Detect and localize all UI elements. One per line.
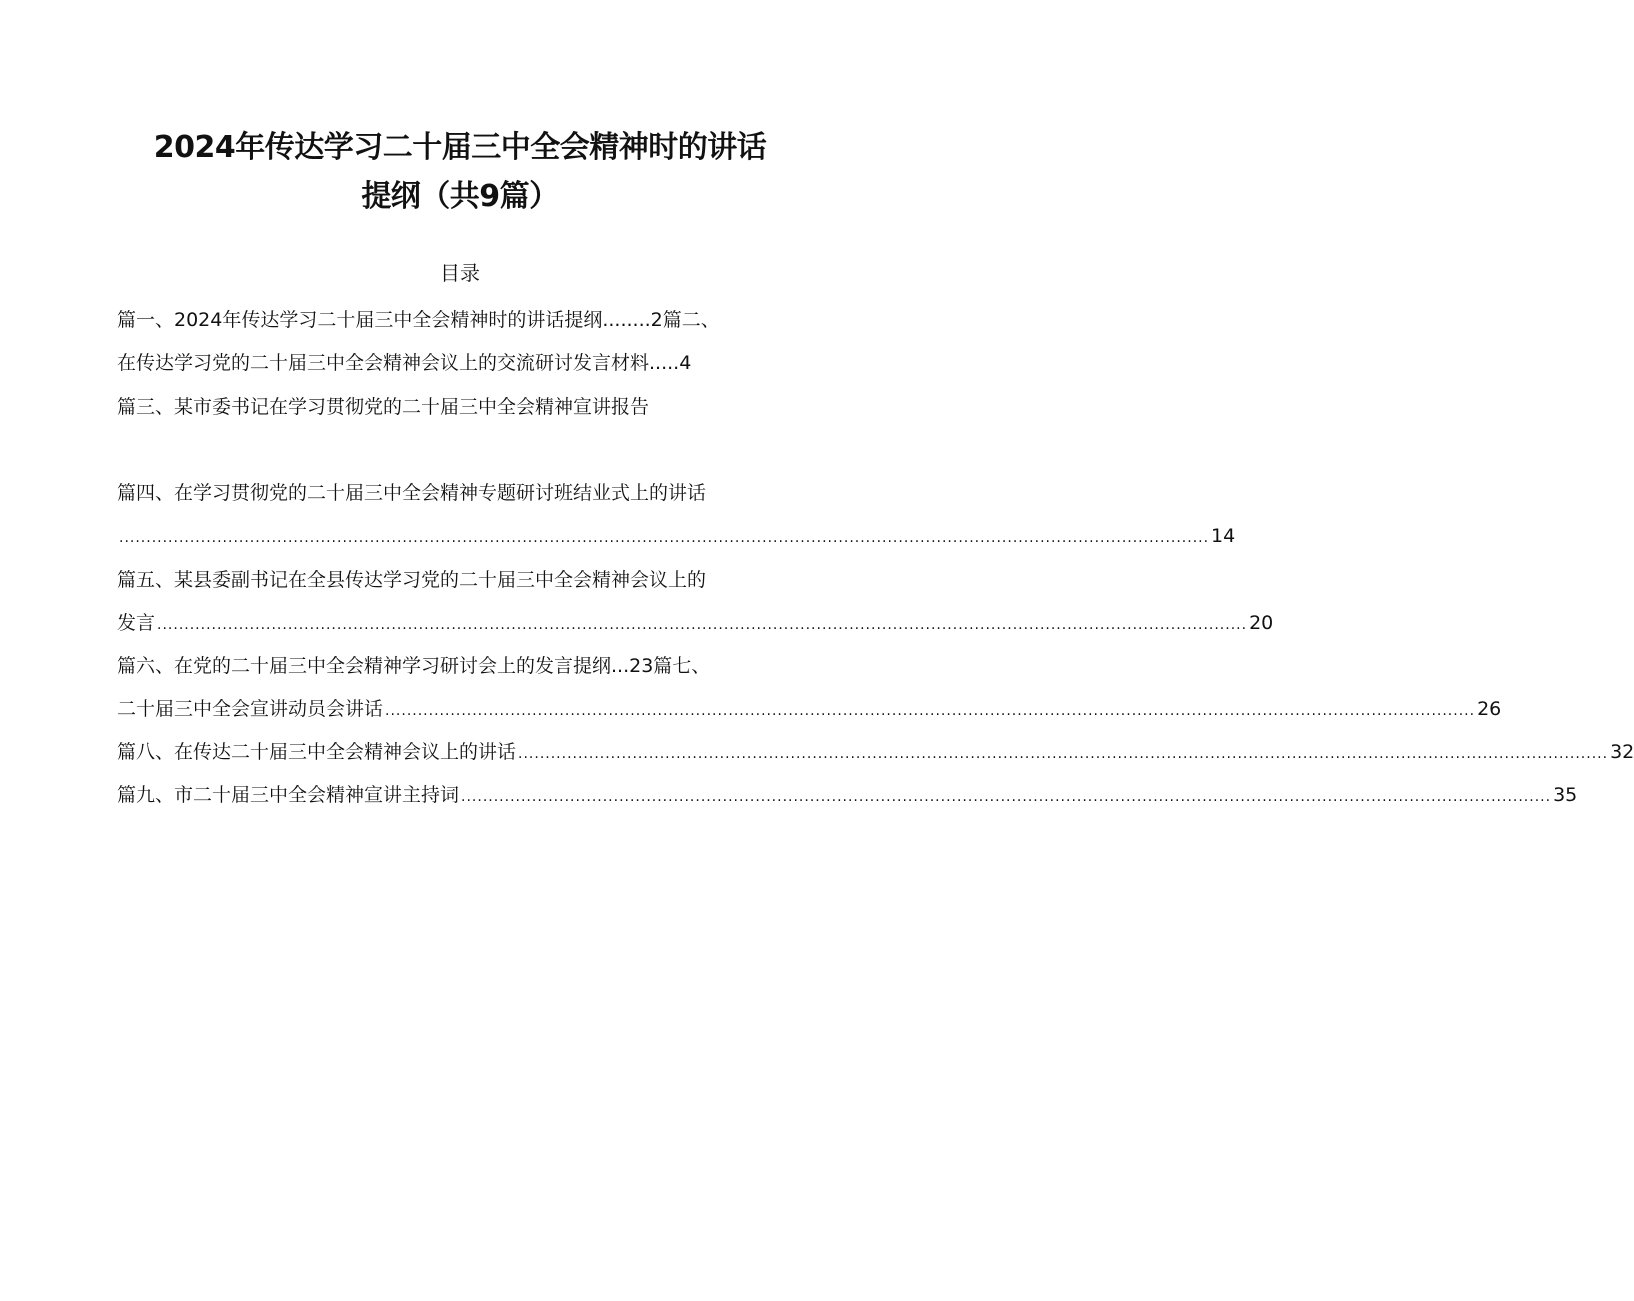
toc-line-2: 在传达学习党的二十届三中全会精神会议上的交流研讨发言材料.....4: [117, 352, 692, 374]
toc-page-number: 35: [1553, 784, 1578, 806]
toc-line-8: 篇六、在党的二十届三中全会精神学习研讨会上的发言提纲...23篇七、: [117, 655, 711, 677]
toc-line-10: [117, 737, 1634, 767]
dot-leader: ........................................................................................................................................................................................................: [385, 703, 1476, 719]
toc-page-number: 32: [1610, 741, 1634, 763]
toc-heading: 目录: [440, 261, 480, 285]
toc-line-6: 篇五、某县委副书记在全县传达学习党的二十届三中全会精神会议上的: [117, 569, 707, 591]
toc-line-11: [117, 780, 1578, 810]
document-title-line-1: 2024年传达学习二十届三中全会精神时的讲话: [153, 130, 767, 165]
toc-line-5: [117, 521, 1236, 551]
toc-entry-text: 篇八、在传达二十届三中全会精神会议上的讲话: [117, 741, 517, 763]
dot-leader: ........................................................................................................................................................................................................: [119, 530, 1210, 546]
dot-leader: ........................................................................................................................................................................................................: [518, 746, 1609, 762]
toc-page-number: 20: [1249, 612, 1274, 634]
toc-line-1: 篇一、2024年传达学习二十届三中全会精神时的讲话提纲........2篇二、: [117, 309, 720, 331]
toc-entry-text: 二十届三中全会宣讲动员会讲话: [117, 698, 384, 720]
toc-line-9: [117, 694, 1502, 724]
dot-leader: ........................................................................................................................................................................................................: [461, 789, 1552, 805]
toc-entry-text: 篇九、市二十届三中全会精神宣讲主持词: [117, 784, 460, 806]
toc-line-4: 篇四、在学习贯彻党的二十届三中全会精神专题研讨班结业式上的讲话: [117, 482, 707, 504]
document-title-line-2: 提纲（共9篇）: [361, 179, 559, 214]
toc-entry-text: 发言: [117, 612, 156, 634]
toc-page-number: 26: [1477, 698, 1502, 720]
dot-leader: ........................................................................................................................................................................................................: [157, 617, 1248, 633]
toc-line-3: 篇三、某市委书记在学习贯彻党的二十届三中全会精神宣讲报告: [117, 396, 650, 418]
toc-page-number: 14: [1211, 525, 1236, 547]
toc-line-7: [117, 608, 1274, 638]
